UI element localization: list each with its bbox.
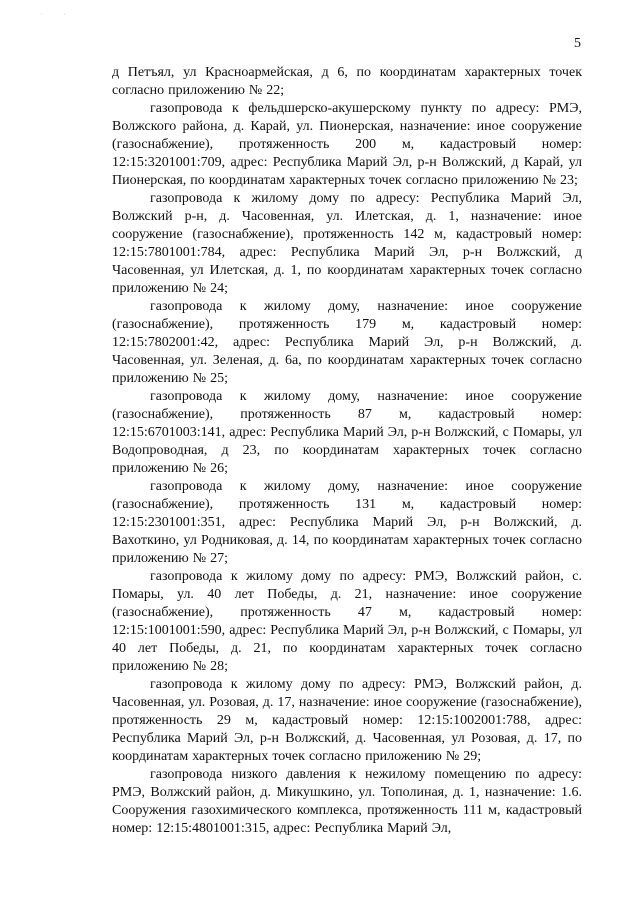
paragraph: д Петъял, ул Красноармейская, д 6, по координатам характерных точек согласно приложению № 22; — [112, 65, 582, 98]
paragraph: газопровода к фельдшерско-акушерскому пункту по адресу: РМЭ, Волжского района, д. Карай, ул. Пионерская, назначение: иное сооружение (газоснабжение), протяженность 200 м, кадастровый номер: 12:15:3201001:709, адрес: Республика Марий Эл, р-н Волжский, д Карай, ул Пионерская, по координатам характерных точек согласно приложению № 23; — [112, 101, 582, 188]
paragraph: газопровода к жилому дому по адресу: РМЭ, Волжский район, с. Помары, ул. 40 лет Победы, д. 21, назначение: иное сооружение (газоснабжение), протяженность 47 м, кадастровый номер: 12:15:1001001:590, адрес: Республика Марий Эл, р-н Волжский, с Помары, ул 40 лет Победы, д. 21, по координатам характерных точек согласно приложению № 28; — [112, 569, 582, 674]
paragraph: газопровода к жилому дому, назначение: иное сооружение (газоснабжение), протяженность 87 м, кадастровый номер: 12:15:6701003:141, адрес: Республика Марий Эл, р-н Волжский, с Помары, ул Водопроводная, д 23, по координатам характерных точек согласно приложению № 26; — [112, 389, 582, 476]
scan-mark: · · — [40, 12, 76, 18]
paragraph: газопровода к жилому дому по адресу: Республика Марий Эл, Волжский р-н, д. Часовенная, ул. Илетская, д. 1, назначение: иное сооружение (газоснабжение), протяженность 142 м, кадастровый номер: 12:15:7801001:784, адрес: Республика Марий Эл, р-н Волжский, д Часовенная, ул Илетская, д. 1, по координатам характерных точек согласно приложению № 24; — [112, 191, 582, 296]
page-number: 5 — [574, 36, 581, 51]
body-text — [112, 64, 582, 838]
paragraph: газопровода к жилому дому, назначение: иное сооружение (газоснабжение), протяженность 179 м, кадастровый номер: 12:15:7802001:42, адрес: Республика Марий Эл, р-н Волжский, д. Часовенная, ул. Зеленая, д. 6а, по координатам характерных точек согласно приложению № 25; — [112, 299, 582, 386]
paragraph: газопровода к жилому дому, назначение: иное сооружение (газоснабжение), протяженность 131 м, кадастровый номер: 12:15:2301001:351, адрес: Республика Марий Эл, р-н Волжский, д. Вахоткино, ул Родниковая, д. 14, по координатам характерных точек согласно приложению № 27; — [112, 479, 582, 566]
paragraph: газопровода к жилому дому по адресу: РМЭ, Волжский район, д. Часовенная, ул. Розовая, д. 17, назначение: иное сооружение (газоснабжение), протяженность 29 м, кадастровый номер: 12:15:1002001:788, адрес: Республика Марий Эл, р-н Волжский, д. Часовенная, ул Розовая, д. 17, по координатам характерных точек согласно приложению № 29; — [112, 677, 582, 764]
paragraph: газопровода низкого давления к нежилому помещению по адресу: РМЭ, Волжский район, д. Микушкино, ул. Тополиная, д. 1, назначение: 1.6. Сооружения газохимического комплекса, протяженность 111 м, кадастровый номер: 12:15:4801001:315, адрес: Республика Марий Эл, — [112, 767, 582, 836]
